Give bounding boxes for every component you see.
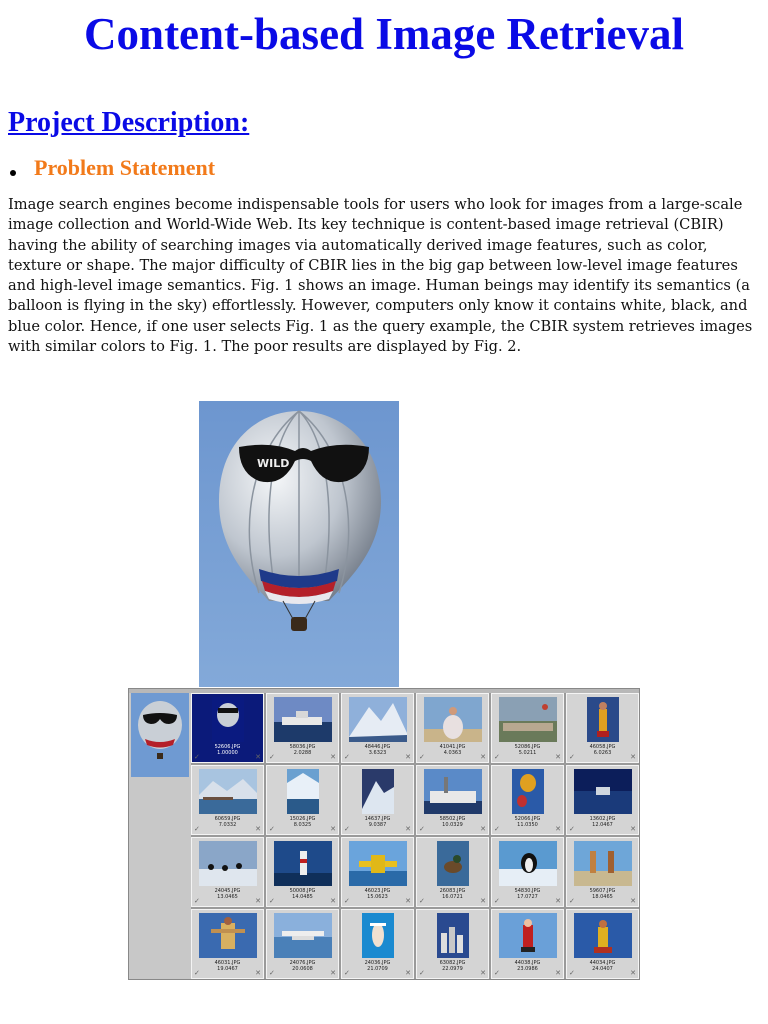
result-thumbnail[interactable] bbox=[437, 841, 469, 886]
checkmark-icon[interactable]: ✓ bbox=[344, 825, 350, 833]
result-filename: 54830.JPG bbox=[514, 888, 541, 894]
result-actions bbox=[194, 825, 261, 833]
checkmark-icon[interactable]: ✓ bbox=[419, 897, 425, 905]
result-thumbnail[interactable] bbox=[287, 769, 319, 814]
result-score: 8.0325 bbox=[293, 822, 312, 828]
close-icon[interactable]: ✕ bbox=[330, 753, 336, 761]
checkmark-icon[interactable]: ✓ bbox=[269, 825, 275, 833]
result-actions bbox=[419, 897, 486, 905]
result-score: 13.0465 bbox=[217, 894, 238, 900]
result-filename: 44038.JPG bbox=[514, 960, 541, 966]
result-thumbnail[interactable] bbox=[274, 841, 332, 886]
result-filename: 13602.JPG bbox=[589, 816, 616, 822]
result-cell[interactable] bbox=[341, 765, 414, 835]
checkmark-icon[interactable]: ✓ bbox=[194, 825, 200, 833]
checkmark-icon[interactable]: ✓ bbox=[569, 825, 575, 833]
checkmark-icon[interactable]: ✓ bbox=[494, 897, 500, 905]
result-thumbnail[interactable] bbox=[574, 913, 632, 958]
result-actions bbox=[569, 897, 636, 905]
result-actions bbox=[194, 897, 261, 905]
result-thumbnail[interactable] bbox=[499, 913, 557, 958]
checkmark-icon[interactable]: ✓ bbox=[194, 897, 200, 905]
result-actions bbox=[494, 825, 561, 833]
checkmark-icon[interactable]: ✓ bbox=[194, 753, 200, 761]
result-thumbnail[interactable] bbox=[499, 841, 557, 886]
close-icon[interactable]: ✕ bbox=[255, 753, 261, 761]
result-filename: 44034.JPG bbox=[589, 960, 616, 966]
result-actions bbox=[419, 825, 486, 833]
result-score: 22.0979 bbox=[442, 966, 463, 972]
result-actions bbox=[344, 897, 411, 905]
result-actions bbox=[344, 825, 411, 833]
close-icon[interactable]: ✕ bbox=[630, 897, 636, 905]
checkmark-icon[interactable]: ✓ bbox=[269, 897, 275, 905]
result-actions bbox=[494, 753, 561, 761]
result-score: 14.0485 bbox=[292, 894, 313, 900]
result-cell[interactable] bbox=[491, 837, 564, 907]
result-cell[interactable] bbox=[491, 693, 564, 763]
close-icon[interactable]: ✕ bbox=[555, 753, 561, 761]
result-thumbnail[interactable] bbox=[574, 841, 632, 886]
checkmark-icon[interactable]: ✓ bbox=[494, 969, 500, 977]
result-thumbnail[interactable] bbox=[499, 697, 557, 742]
results-grid bbox=[191, 693, 639, 979]
result-thumbnail[interactable] bbox=[274, 913, 332, 958]
result-score: 9.0387 bbox=[368, 822, 387, 828]
close-icon[interactable]: ✕ bbox=[555, 897, 561, 905]
figure-2-retrieval-results bbox=[128, 688, 640, 980]
checkmark-icon[interactable]: ✓ bbox=[419, 753, 425, 761]
result-thumbnail[interactable] bbox=[424, 769, 482, 814]
result-cell[interactable] bbox=[566, 909, 639, 979]
result-cell[interactable] bbox=[491, 765, 564, 835]
result-cell[interactable] bbox=[191, 693, 264, 763]
figure-1-balloon-image bbox=[199, 401, 399, 687]
checkmark-icon[interactable]: ✓ bbox=[194, 969, 200, 977]
result-cell[interactable] bbox=[191, 909, 264, 979]
close-icon[interactable]: ✕ bbox=[405, 897, 411, 905]
result-actions bbox=[269, 753, 336, 761]
page-title: Content-based Image Retrieval bbox=[84, 9, 684, 59]
close-icon[interactable]: ✕ bbox=[255, 825, 261, 833]
close-icon[interactable]: ✕ bbox=[330, 969, 336, 977]
result-cell[interactable] bbox=[566, 693, 639, 763]
checkmark-icon[interactable]: ✓ bbox=[494, 753, 500, 761]
result-filename: 52066.JPG bbox=[514, 816, 541, 822]
result-cell[interactable] bbox=[566, 837, 639, 907]
checkmark-icon[interactable]: ✓ bbox=[344, 753, 350, 761]
result-thumbnail[interactable] bbox=[362, 913, 394, 958]
result-thumbnail[interactable] bbox=[587, 697, 619, 742]
result-cell[interactable] bbox=[416, 909, 489, 979]
result-cell[interactable] bbox=[191, 765, 264, 835]
result-score: 3.6323 bbox=[368, 750, 387, 756]
result-actions bbox=[344, 969, 411, 977]
result-actions bbox=[269, 825, 336, 833]
result-filename: 46023.JPG bbox=[364, 888, 391, 894]
result-thumbnail[interactable] bbox=[574, 769, 632, 814]
checkmark-icon[interactable]: ✓ bbox=[419, 969, 425, 977]
close-icon[interactable]: ✕ bbox=[405, 825, 411, 833]
result-thumbnail[interactable] bbox=[349, 697, 407, 742]
result-cell[interactable] bbox=[416, 837, 489, 907]
result-actions bbox=[569, 825, 636, 833]
result-cell[interactable] bbox=[566, 765, 639, 835]
result-filename: 52086.JPG bbox=[514, 744, 541, 750]
result-filename: 52606.JPG bbox=[214, 744, 241, 750]
result-filename: 14637.JPG bbox=[364, 816, 391, 822]
checkmark-icon[interactable]: ✓ bbox=[569, 753, 575, 761]
result-score: 15.0623 bbox=[367, 894, 388, 900]
result-score: 11.0350 bbox=[517, 822, 538, 828]
result-cell[interactable] bbox=[266, 909, 339, 979]
result-filename: 41041.JPG bbox=[439, 744, 466, 750]
result-actions bbox=[269, 969, 336, 977]
result-cell[interactable] bbox=[416, 693, 489, 763]
result-actions bbox=[569, 753, 636, 761]
checkmark-icon[interactable]: ✓ bbox=[269, 753, 275, 761]
result-score: 24.0407 bbox=[592, 966, 613, 972]
result-score: 7.0332 bbox=[218, 822, 237, 828]
result-filename: 48446.JPG bbox=[364, 744, 391, 750]
result-actions bbox=[494, 969, 561, 977]
result-cell[interactable] bbox=[341, 693, 414, 763]
result-thumbnail[interactable] bbox=[199, 913, 257, 958]
result-filename: 59607.JPG bbox=[589, 888, 616, 894]
result-actions bbox=[494, 897, 561, 905]
result-score: 6.0263 bbox=[593, 750, 612, 756]
close-icon[interactable]: ✕ bbox=[480, 825, 486, 833]
close-icon[interactable]: ✕ bbox=[405, 969, 411, 977]
result-actions bbox=[419, 969, 486, 977]
checkmark-icon[interactable]: ✓ bbox=[344, 897, 350, 905]
result-filename: 15026.JPG bbox=[289, 816, 316, 822]
result-filename: 63082.JPG bbox=[439, 960, 466, 966]
close-icon[interactable]: ✕ bbox=[480, 897, 486, 905]
close-icon[interactable]: ✕ bbox=[630, 753, 636, 761]
result-score: 23.0986 bbox=[517, 966, 538, 972]
section-heading: Project Description: bbox=[8, 107, 250, 138]
close-icon[interactable]: ✕ bbox=[555, 825, 561, 833]
result-thumbnail[interactable] bbox=[437, 913, 469, 958]
result-score: 1.00000 bbox=[217, 750, 238, 756]
result-thumbnail[interactable] bbox=[212, 697, 244, 742]
close-icon[interactable]: ✕ bbox=[255, 897, 261, 905]
close-icon[interactable]: ✕ bbox=[330, 825, 336, 833]
result-filename: 58036.JPG bbox=[289, 744, 316, 750]
balloon-illustration bbox=[199, 401, 399, 687]
close-icon[interactable]: ✕ bbox=[630, 969, 636, 977]
result-score: 5.0211 bbox=[518, 750, 537, 756]
checkmark-icon[interactable]: ✓ bbox=[419, 825, 425, 833]
result-cell[interactable] bbox=[266, 765, 339, 835]
result-cell[interactable] bbox=[266, 837, 339, 907]
close-icon[interactable]: ✕ bbox=[480, 753, 486, 761]
svg-text:WILD: WILD bbox=[257, 457, 290, 470]
result-filename: 60659.JPG bbox=[214, 816, 241, 822]
result-thumbnail[interactable] bbox=[512, 769, 544, 814]
result-filename: 24045.JPG bbox=[214, 888, 241, 894]
result-score: 12.0467 bbox=[592, 822, 613, 828]
result-filename: 58502.JPG bbox=[439, 816, 466, 822]
result-filename: 26083.JPG bbox=[439, 888, 466, 894]
query-balloon-thumb bbox=[131, 693, 189, 777]
result-thumbnail[interactable] bbox=[274, 697, 332, 742]
result-score: 21.0709 bbox=[367, 966, 388, 972]
result-actions bbox=[269, 897, 336, 905]
result-filename: 24076.JPG bbox=[289, 960, 316, 966]
result-cell[interactable] bbox=[341, 909, 414, 979]
result-cell[interactable] bbox=[341, 837, 414, 907]
result-thumbnail[interactable] bbox=[362, 769, 394, 814]
result-actions bbox=[194, 969, 261, 977]
query-image-thumbnail[interactable] bbox=[131, 693, 189, 777]
result-score: 18.0465 bbox=[592, 894, 613, 900]
close-icon[interactable]: ✕ bbox=[480, 969, 486, 977]
result-filename: 50008.JPG bbox=[289, 888, 316, 894]
result-cell[interactable] bbox=[491, 909, 564, 979]
result-cell[interactable] bbox=[416, 765, 489, 835]
result-thumbnail[interactable] bbox=[199, 769, 257, 814]
result-score: 2.0288 bbox=[293, 750, 312, 756]
result-score: 17.0727 bbox=[517, 894, 538, 900]
result-cell[interactable] bbox=[191, 837, 264, 907]
close-icon[interactable]: ✕ bbox=[330, 897, 336, 905]
result-thumbnail[interactable] bbox=[199, 841, 257, 886]
result-score: 20.0608 bbox=[292, 966, 313, 972]
result-cell[interactable] bbox=[266, 693, 339, 763]
checkmark-icon[interactable]: ✓ bbox=[569, 969, 575, 977]
subheading-problem-statement: Problem Statement bbox=[34, 155, 216, 180]
result-score: 4.0363 bbox=[443, 750, 462, 756]
result-filename: 24036.JPG bbox=[364, 960, 391, 966]
bullet-marker bbox=[10, 170, 16, 176]
result-score: 16.0721 bbox=[442, 894, 463, 900]
checkmark-icon[interactable]: ✓ bbox=[344, 969, 350, 977]
result-actions bbox=[419, 753, 486, 761]
result-thumbnail[interactable] bbox=[349, 841, 407, 886]
close-icon[interactable]: ✕ bbox=[255, 969, 261, 977]
result-filename: 46031.JPG bbox=[214, 960, 241, 966]
checkmark-icon[interactable]: ✓ bbox=[569, 897, 575, 905]
result-filename: 46058.JPG bbox=[589, 744, 616, 750]
result-actions bbox=[194, 753, 261, 761]
result-score: 19.0467 bbox=[217, 966, 238, 972]
result-actions bbox=[344, 753, 411, 761]
close-icon[interactable]: ✕ bbox=[405, 753, 411, 761]
close-icon[interactable]: ✕ bbox=[630, 825, 636, 833]
checkmark-icon[interactable]: ✓ bbox=[269, 969, 275, 977]
problem-statement-paragraph: Image search engines become indispensable tools for users who look for images from a large-scale image collection and World-Wide Web. Its key technique is content-based image retrieval (CBIR) having the ability of searching images via automatically derived image features, such as color, texture or shape. The major difficulty of CBIR lies in the big gap between low-level image features and high-level image semantics. Fig. 1 shows an image. Human beings may identify its semantics (a balloon is flying in the sky) effortlessly. However, computers only know it contains white, black, and blue color. Hence, if one user selects Fig. 1 as the query example, the CBIR system retrieves images with similar colors to Fig. 1. The poor results are displayed by Fig. 2. bbox=[8, 196, 753, 356]
result-actions bbox=[569, 969, 636, 977]
result-score: 10.0329 bbox=[442, 822, 463, 828]
result-thumbnail[interactable] bbox=[424, 697, 482, 742]
close-icon[interactable]: ✕ bbox=[555, 969, 561, 977]
checkmark-icon[interactable]: ✓ bbox=[494, 825, 500, 833]
